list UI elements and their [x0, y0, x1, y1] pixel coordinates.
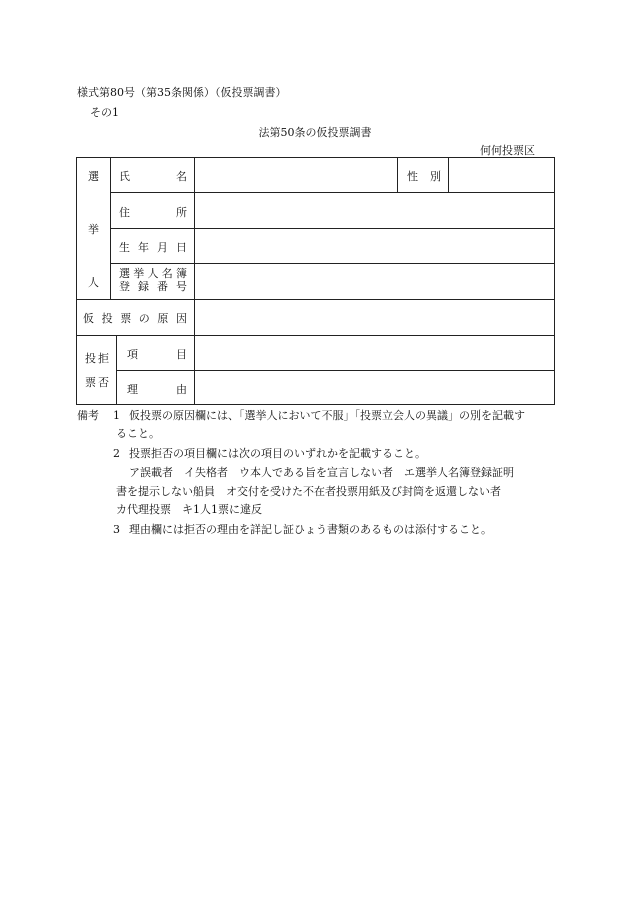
refusal-label-char: 否	[98, 376, 109, 389]
note-2-line: ア誤載者 イ失格者 ウ本人である旨を宣言しない者 エ選挙人名簿登録証明	[129, 466, 514, 479]
register-label-line1	[119, 268, 187, 280]
note-3-number: 3	[113, 523, 120, 536]
voting-district: 何何投票区	[480, 144, 535, 157]
elector-section-char: 選	[88, 170, 99, 183]
note-2-line: 書を提示しない船員 オ交付を受けた不在者投票用紙及び封筒を返還しない者	[116, 485, 501, 498]
column-divider	[397, 157, 398, 193]
register-label-char: 号	[176, 280, 187, 293]
sex-label-char: 性	[407, 170, 418, 183]
refusal-item-field[interactable]	[195, 336, 554, 370]
note-2-line: カ代理投票 キ1人1票に違反	[116, 503, 262, 516]
note-3-line: 理由欄には拒否の理由を詳記し証ひょう書類のあるものは添付すること。	[129, 523, 492, 536]
item-label-char: 項	[127, 348, 138, 361]
register-label-char: 簿	[176, 267, 187, 280]
sub-number: その1	[90, 106, 119, 119]
register-label-char: 人	[147, 267, 159, 280]
refusal-label-line1	[85, 350, 109, 366]
refusal-label-char: 票	[85, 376, 96, 389]
address-field[interactable]	[195, 193, 554, 228]
item-label-char: 目	[176, 348, 187, 361]
form-number: 様式第80号（第35条関係）（仮投票調書）	[77, 86, 287, 99]
table-border-right	[554, 157, 555, 405]
provisional-reason-field[interactable]	[195, 300, 554, 335]
birthdate-label-char: 生	[119, 241, 130, 254]
sex-label-char: 別	[430, 170, 441, 183]
register-label-char: 番	[157, 280, 168, 293]
birthdate-label-char: 日	[176, 241, 187, 254]
register-label-char: 録	[138, 280, 149, 293]
birthdate-label-char: 月	[157, 241, 168, 254]
register-label-char: 名	[161, 267, 173, 280]
register-label-char: 選	[119, 267, 130, 280]
column-divider	[116, 335, 117, 405]
address-label-char: 所	[176, 206, 187, 219]
refusal-label-char: 投	[85, 352, 96, 365]
note-1-line: ること。	[116, 427, 160, 440]
name-field[interactable]	[195, 158, 397, 192]
note-2-number: 2	[113, 447, 120, 460]
name-label-char: 氏	[119, 170, 130, 183]
refusal-label-char: 拒	[98, 352, 109, 365]
provisional-reason-char: 仮	[83, 312, 94, 325]
birthdate-label	[119, 239, 187, 255]
refusal-reason-field[interactable]	[195, 371, 554, 404]
note-1-number: 1	[113, 409, 120, 422]
item-label	[127, 346, 187, 362]
register-label-line2	[119, 281, 187, 293]
provisional-reason-char: 原	[157, 312, 169, 325]
refusal-label-line2	[85, 374, 109, 390]
provisional-reason-char: 因	[175, 312, 187, 325]
document-title: 法第50条の仮投票調書	[258, 126, 372, 139]
address-label	[119, 204, 187, 220]
notes-heading: 備考	[77, 409, 99, 422]
reason-label	[127, 381, 187, 397]
birthdate-field[interactable]	[195, 229, 554, 263]
column-divider	[110, 157, 111, 299]
register-label-char: 挙	[133, 267, 145, 280]
birthdate-label-char: 年	[138, 241, 149, 254]
reason-label-char: 理	[127, 383, 138, 396]
provisional-reason-char: の	[138, 312, 150, 325]
provisional-reason-char: 投	[101, 312, 113, 325]
name-label-char: 名	[176, 170, 187, 183]
sex-field[interactable]	[449, 158, 554, 192]
address-label-char: 住	[119, 206, 130, 219]
elector-section-char: 挙	[88, 223, 99, 236]
note-2-line: 投票拒否の項目欄には次の項目のいずれかを記載すること。	[129, 447, 426, 460]
provisional-ballot-table	[76, 157, 555, 405]
register-label-char: 登	[119, 280, 130, 293]
sex-label	[407, 168, 441, 184]
table-border-bottom	[76, 404, 555, 405]
provisional-reason-char: 票	[120, 312, 132, 325]
elector-section-char: 人	[88, 276, 99, 289]
name-label	[119, 168, 187, 184]
provisional-reason-label	[83, 310, 187, 326]
reason-label-char: 由	[176, 383, 187, 396]
table-border-left	[76, 157, 77, 405]
note-1-line: 仮投票の原因欄には、「選挙人において不服」「投票立会人の異議」の別を記載す	[129, 409, 525, 422]
register-number-field[interactable]	[195, 264, 554, 299]
